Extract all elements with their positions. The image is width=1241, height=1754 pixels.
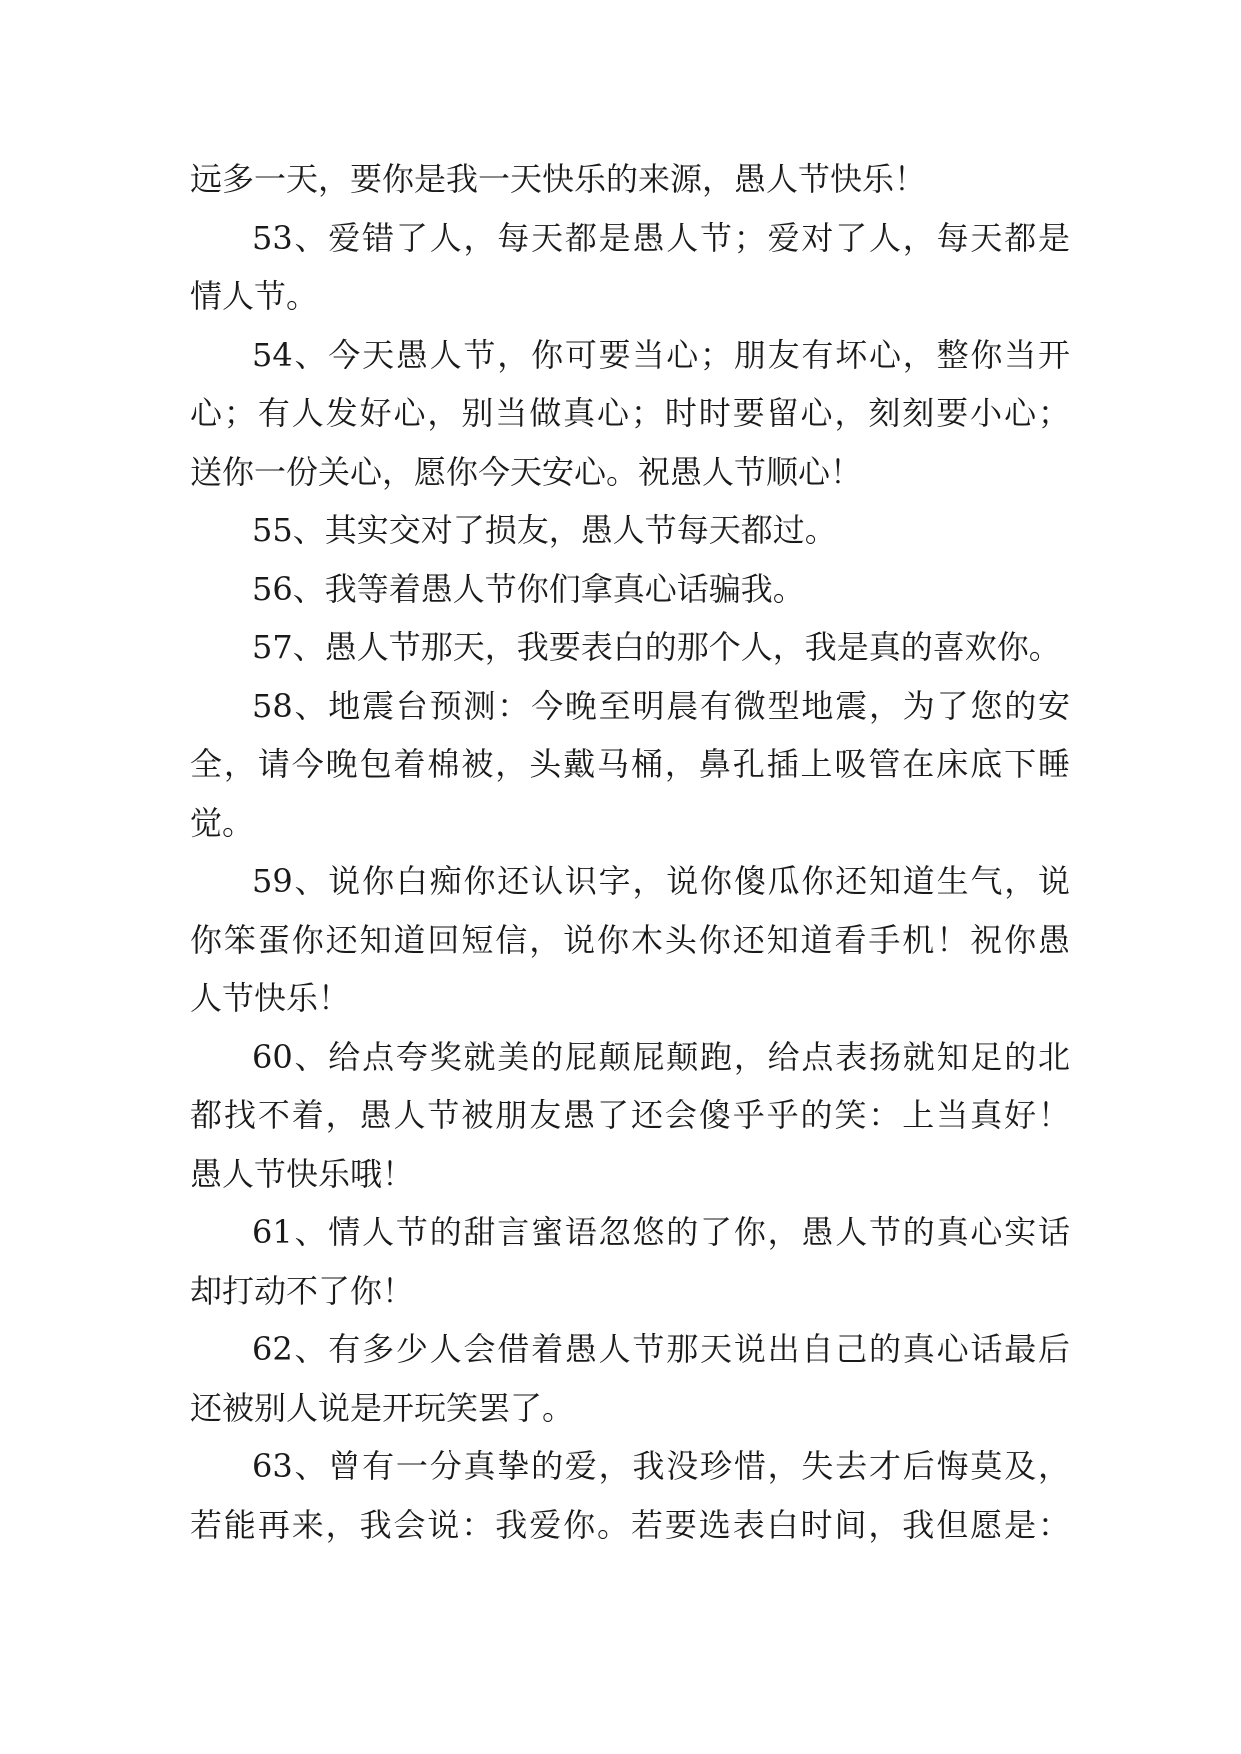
text-line: 都找不着，愚人节被朋友愚了还会傻乎乎的笑：上当真好！ <box>190 1096 1070 1134</box>
text-line: 全，请今晚包着棉被，头戴马桶，鼻孔插上吸管在床底下睡 <box>190 745 1070 783</box>
text-line: 远多一天，要你是我一天快乐的来源，愚人节快乐！ <box>190 160 927 198</box>
document-body <box>190 150 1070 1554</box>
text-line: 57、愚人节那天，我要表白的那个人，我是真的喜欢你。 <box>252 628 1061 666</box>
text-line: 心；有人发好心，别当做真心；时时要留心，刻刻要小心； <box>190 394 1070 432</box>
text-line: 还被别人说是开玩笑罢了。 <box>190 1388 575 1427</box>
text-line: 58、地震台预测：今晚至明晨有微型地震，为了您的安 <box>252 686 1070 725</box>
text-line: 63、曾有一分真挚的爱，我没珍惜，失去才后悔莫及， <box>252 1447 1070 1485</box>
text-line: 53、爱错了人，每天都是愚人节；爱对了人，每天都是 <box>252 218 1070 257</box>
text-line: 60、给点夸奖就美的屁颠屁颠跑，给点表扬就知足的北 <box>252 1037 1070 1076</box>
text-line: 觉。 <box>190 803 255 842</box>
text-line: 若能再来，我会说：我爱你。若要选表白时间，我但愿是： <box>190 1505 1070 1544</box>
text-line: 54、今天愚人节，你可要当心；朋友有坏心，整你当开 <box>252 335 1070 374</box>
text-line: 62、有多少人会借着愚人节那天说出自己的真心话最后 <box>252 1330 1070 1368</box>
text-line: 情人节。 <box>190 277 319 315</box>
text-line: 愚人节快乐哦！ <box>190 1154 415 1193</box>
text-line: 61、情人节的甜言蜜语忽悠的了你，愚人节的真心实话 <box>252 1213 1070 1251</box>
text-line: 却打动不了你！ <box>190 1271 415 1310</box>
text-line: 送你一份关心，愿你今天安心。祝愚人节顺心！ <box>190 452 863 491</box>
text-line: 59、说你白痴你还认识字，说你傻瓜你还知道生气，说 <box>252 862 1070 900</box>
text-line: 55、其实交对了损友，愚人节每天都过。 <box>252 511 837 549</box>
text-line: 人节快乐！ <box>190 979 351 1017</box>
text-line: 56、我等着愚人节你们拿真心话骗我。 <box>252 569 805 608</box>
text-line: 你笨蛋你还知道回短信，说你木头你还知道看手机！祝你愚 <box>190 920 1070 959</box>
